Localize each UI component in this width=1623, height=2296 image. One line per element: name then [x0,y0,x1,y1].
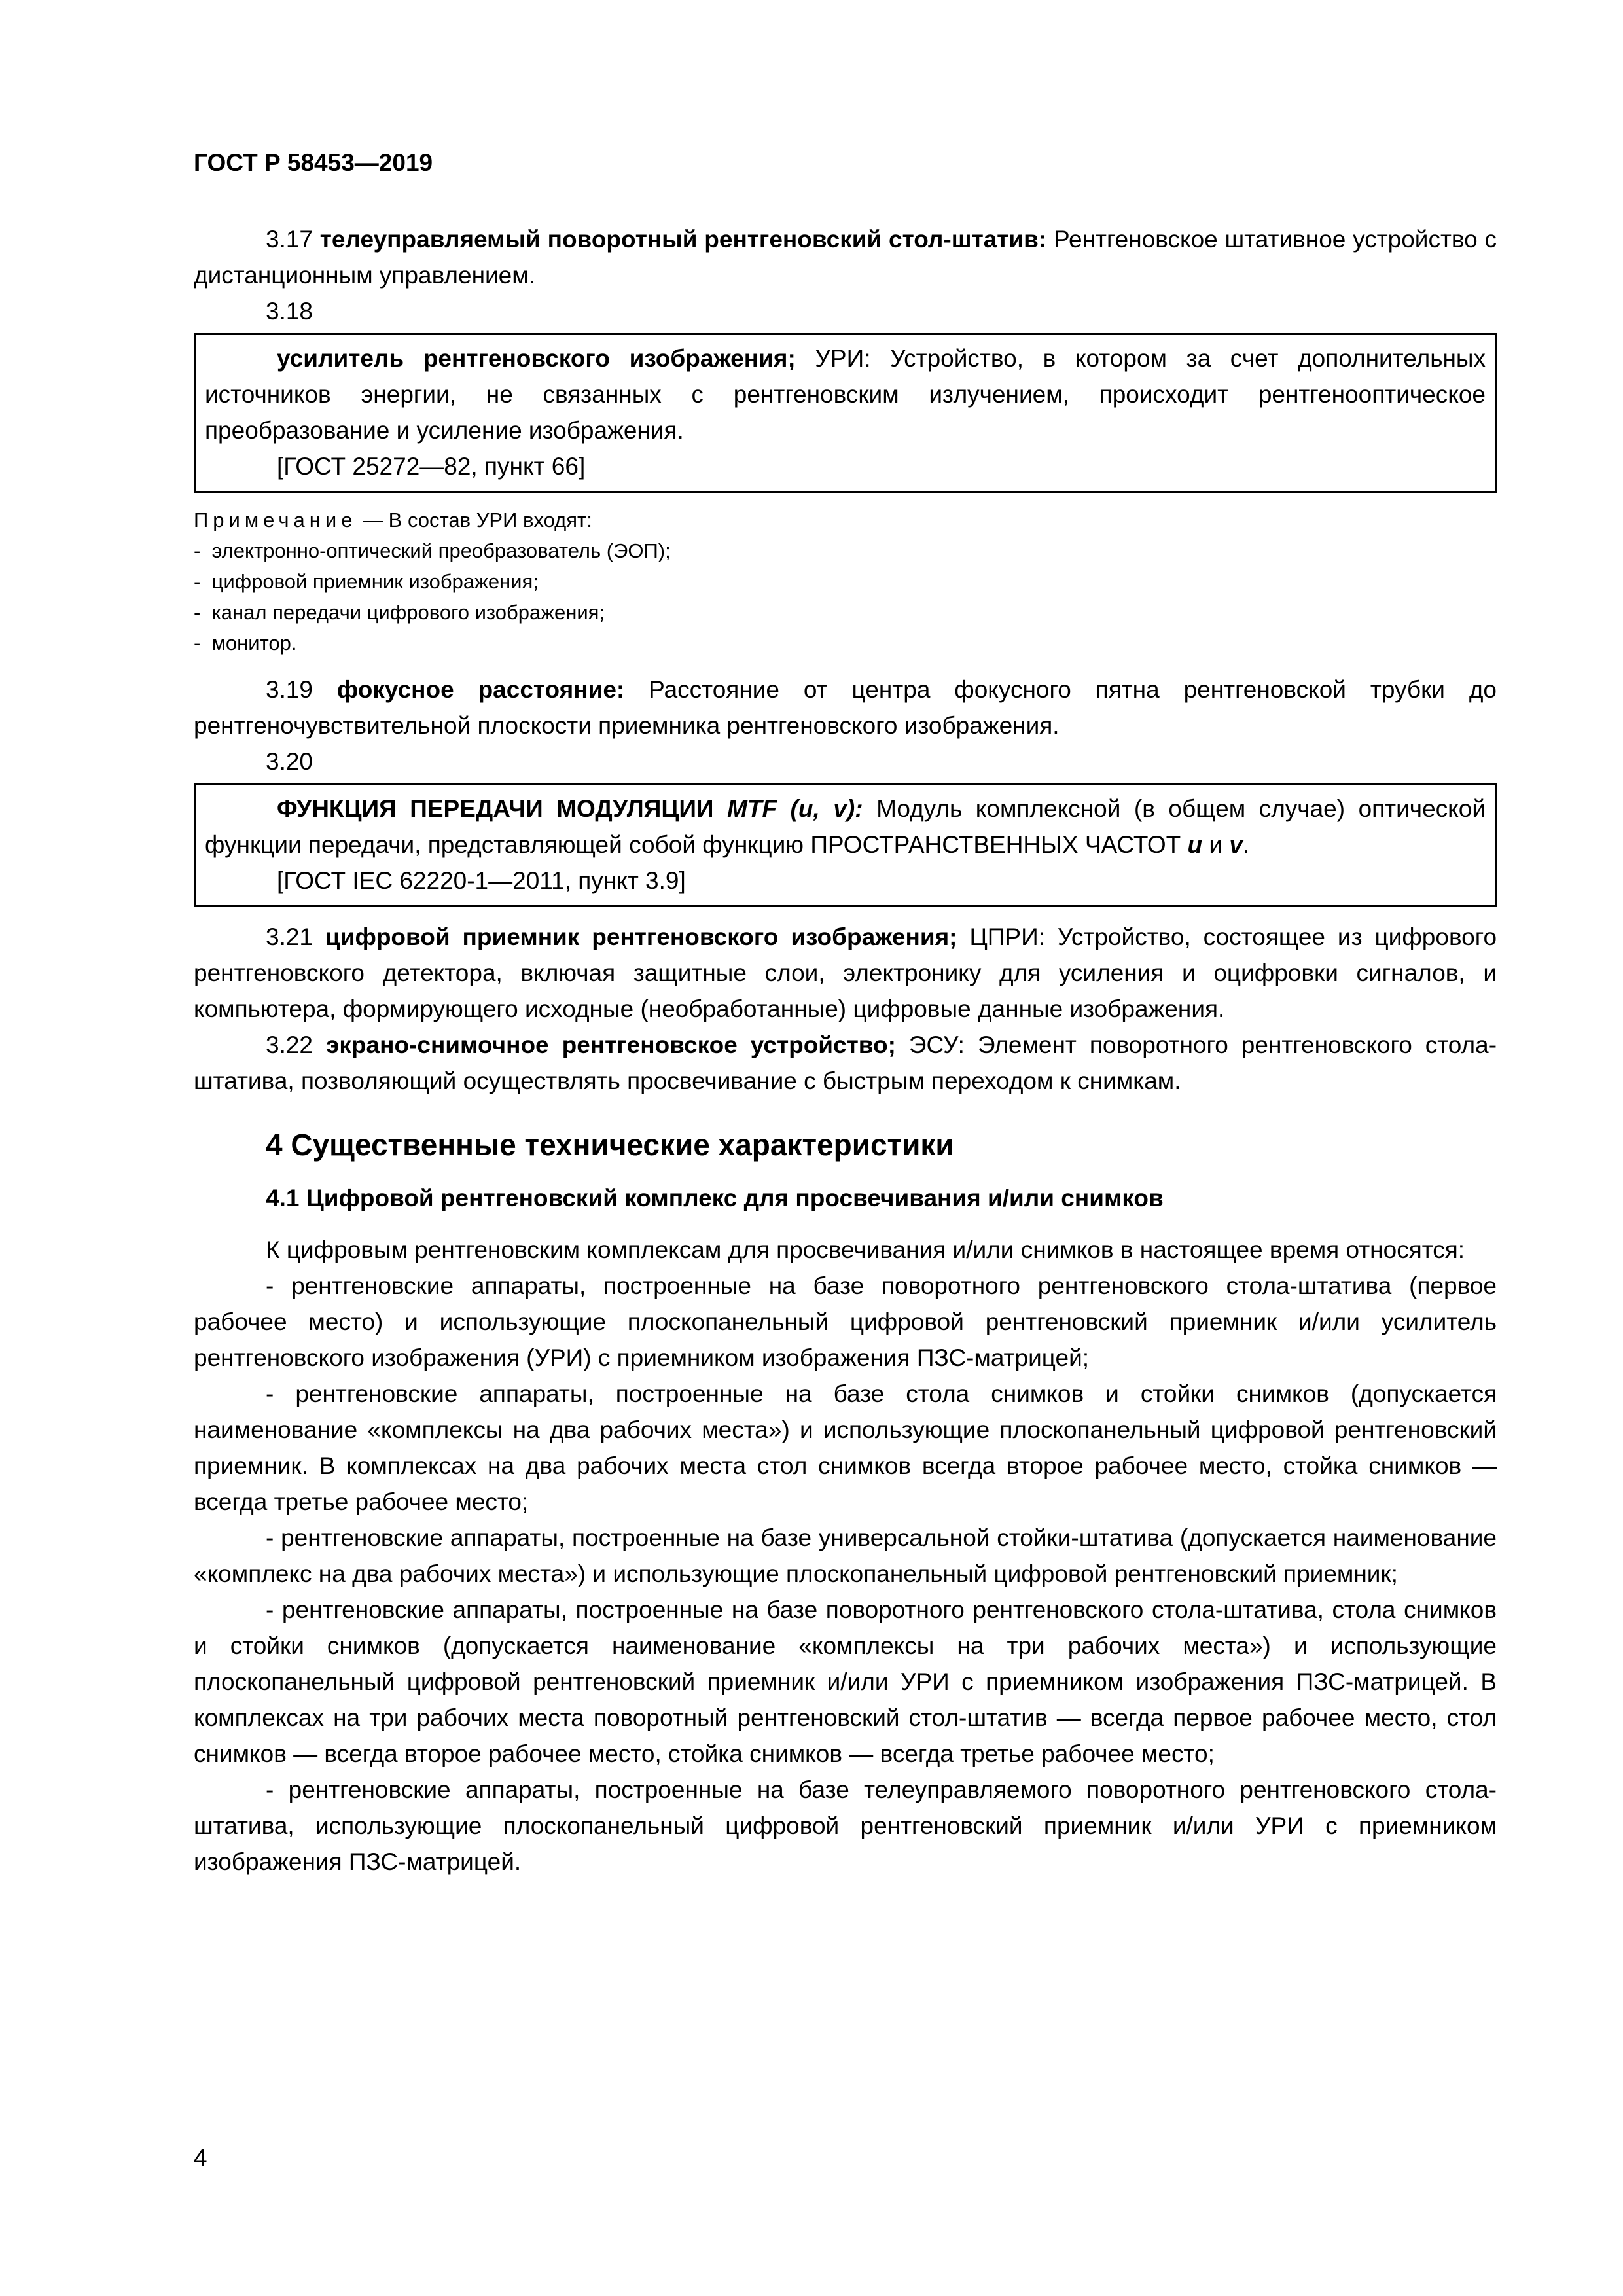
term-3-20 [205,791,1486,863]
term-name: ФУНКЦИЯ ПЕРЕДАЧИ МОДУЛЯЦИИ [277,795,714,822]
document-page [194,0,1497,2296]
document-header: ГОСТ Р 58453—2019 [194,149,433,176]
term-abbreviation: ЦПРИ: [969,924,1045,950]
term-3-18 [205,340,1486,448]
note-list [194,535,1497,658]
term-box-3-18 [194,333,1497,493]
note-block [194,505,1497,658]
term-number-3-18: 3.18 [266,298,313,325]
note-label: Примечание [194,509,357,531]
note-heading [194,505,1497,535]
list-item: - цифровой приемник изображения; [194,566,1497,597]
term-3-22 [194,1027,1497,1099]
term-number: 3.19 [266,676,313,703]
period: . [1242,831,1250,858]
list-item: - монитор. [194,628,1497,658]
list-item: - рентгеновские аппараты, построенные на базе поворотного рентгеновского стола-штатива, стола снимков и стойки снимков (допускается наименование «комплексы на три рабочих места») и использующие плоскопанельный цифровой рентгеновский приемник и/или УРИ с приемником изображения ПЗС-матрицей. В комплексах на три рабочих места поворотный рентгеновский стол-штатив — всегда первое рабочее место, стол снимков — всегда второе рабочее место, стойка снимков — всегда третье рабочее место; [194,1596,1497,1767]
term-definition: Расстояние от центра фокусного пятна рентгеновской трубки до рентгеночувствительной плоскости приемника рентгеновского изображения. [194,676,1497,739]
term-number: 3.22 [266,1031,313,1058]
term-name: телеуправляемый поворотный рентгеновский стол-штатив: [319,226,1047,253]
term-3-21 [194,919,1497,1027]
list-item: - рентгеновские аппараты, построенные на базе стола снимков и стойки снимков (допускается наименование «комплексы на два рабочих места») и использующие плоскопанельный цифровой рентгеновский приемник. В комплексах на два рабочих места стол снимков всегда второе рабочее место, стойка снимков — всегда третье рабочее место; [194,1380,1497,1515]
term-number: 3.17 [266,226,313,253]
term-source: [ГОСТ 25272—82, пункт 66] [277,453,586,480]
term-name: экрано-снимочное рентгеновское устройство; [325,1031,896,1058]
term-3-17 [194,221,1497,293]
variable-u: u [1187,831,1203,858]
term-definition: Модуль комплексной (в общем случае) оптической функции передачи, представляющей собой функцию ПРОСТРАНСТВЕННЫХ ЧАСТОТ [205,795,1486,858]
paragraph-intro: К цифровым рентгеновским комплексам для просвечивания и/или снимков в настоящее время относятся: [266,1236,1465,1263]
list-item: - рентгеновские аппараты, построенные на базе поворотного рентгеновского стола-штатива (первое рабочее место) и использующие плоскопанельный цифровой рентгеновский приемник и/или усилитель рентгеновского изображения (УРИ) с приемником изображения ПЗС-матрицей; [194,1272,1497,1371]
list-item: - рентгеновские аппараты, построенные на базе телеуправляемого поворотного рентгеновского стола-штатива, использующие плоскопанельный цифровой рентгеновский приемник и/или УРИ с приемником изображения ПЗС-матрицей. [194,1776,1497,1875]
term-source: [ГОСТ IEC 62220-1—2011, пункт 3.9] [277,867,686,894]
term-symbol: MTF (u, v): [727,795,863,822]
variable-v: v [1229,831,1243,858]
page-number: 4 [194,2144,207,2171]
term-number-3-20: 3.20 [266,748,313,775]
note-intro: — В состав УРИ входят: [357,509,592,531]
term-name: усилитель рентгеновского изображения; [277,345,796,372]
term-box-3-20 [194,783,1497,907]
term-definition: Устройство, в котором за счет дополнительных источников энергии, не связанных с рентгеновским излучением, происходит рентгенооптическое преобразование и усиление изображения. [205,345,1486,444]
document-body [194,221,1497,1880]
list-item: - рентгеновские аппараты, построенные на базе универсальной стойки-штатива (допускается наименование «комплекс на два рабочих места») и использующие плоскопанельный цифровой рентгеновский приемник; [194,1524,1497,1587]
term-name: фокусное расстояние: [336,676,625,703]
term-definition: Устройство, состоящее из цифрового рентгеновского детектора, включая защитные слои, электронику для усиления и оцифровки сигналов, и компьютера, формирующего исходные (необработанные) цифровые данные изображения. [194,924,1497,1022]
subsection-heading: 4.1 Цифровой рентгеновский комплекс для просвечивания и/или снимков [266,1185,1164,1211]
list-item: - канал передачи цифрового изображения; [194,597,1497,628]
term-abbreviation: УРИ: [815,345,871,372]
term-definition: Рентгеновское штативное устройство с дистанционным управлением. [194,226,1497,289]
term-name: цифровой приемник рентгеновского изображения; [325,924,957,950]
term-abbreviation: ЭСУ: [908,1031,965,1058]
conjunction: и [1209,831,1223,858]
term-number: 3.21 [266,924,313,950]
term-definition: Элемент поворотного рентгеновского стола-штатива, позволяющий осуществлять просвечивание с быстрым переходом к снимкам. [194,1031,1497,1094]
term-3-19 [194,672,1497,744]
list-item: - электронно-оптический преобразователь (ЭОП); [194,535,1497,566]
section-heading: 4 Существенные технические характеристики [266,1128,954,1162]
